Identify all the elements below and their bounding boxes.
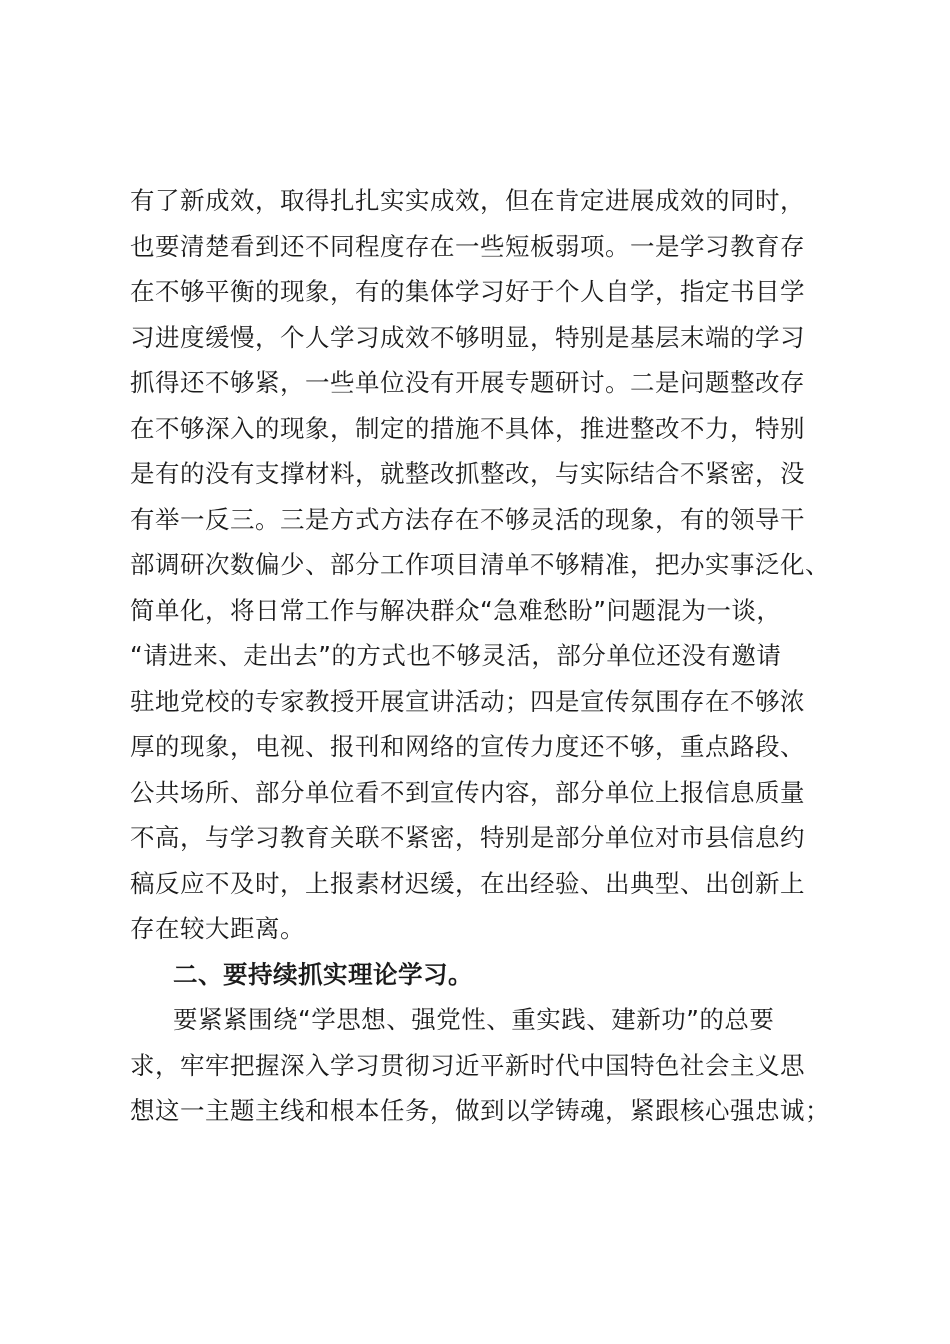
text-line: 是有的没有支撑材料，就整改抓整改，与实际结合不紧密，没 bbox=[130, 459, 805, 488]
text-line: 稿反应不及时，上报素材迟缓，在出经验、出典型、出创新上 bbox=[130, 868, 805, 898]
text-line: 公共场所、部分单位看不到宣传内容，部分单位上报信息质量 bbox=[130, 777, 805, 807]
text-line: 不高，与学习教育关联不紧密，特别是部分单位对市县信息约 bbox=[130, 823, 805, 852]
text-line: “请进来、走出去”的方式也不够灵活，部分单位还没有邀请 bbox=[130, 641, 782, 670]
text-line: 在不够深入的现象，制定的措施不具体，推进整改不力，特别 bbox=[130, 413, 805, 443]
text-line: 想这一主题主线和根本任务，做到以学铸魂，紧跟核心强忠诚； bbox=[130, 1096, 830, 1125]
text-line: 抓得还不够紧，一些单位没有开展专题研讨。二是问题整改存 bbox=[130, 368, 805, 397]
text-line: 存在较大距离。 bbox=[130, 914, 305, 943]
text-line: 驻地党校的专家教授开展宣讲活动；四是宣传氛围存在不够浓 bbox=[130, 686, 805, 716]
text-line: 厚的现象，电视、报刊和网络的宣传力度还不够，重点路段、 bbox=[130, 732, 805, 761]
section-heading: 二、要持续抓实理论学习。 bbox=[173, 959, 473, 989]
text-line: 求，牢牢把握深入学习贯彻习近平新时代中国特色社会主义思 bbox=[130, 1050, 805, 1080]
text-line: 要紧紧围绕“学思想、强党性、重实践、建新功”的总要 bbox=[173, 1005, 775, 1034]
text-line: 在不够平衡的现象，有的集体学习好于个人自学，指定书目学 bbox=[130, 277, 805, 306]
text-line: 有了新成效，取得扎扎实实成效，但在肯定进展成效的同时， bbox=[130, 186, 805, 215]
text-line: 习进度缓慢，个人学习成效不够明显，特别是基层末端的学习 bbox=[130, 322, 805, 352]
text-line: 有举一反三。三是方式方法存在不够灵活的现象，有的领导干 bbox=[130, 504, 805, 534]
text-line: 也要清楚看到还不同程度存在一些短板弱项。一是学习教育存 bbox=[130, 231, 805, 261]
text-line: 部调研次数偏少、部分工作项目清单不够精准，把办实事泛化、 bbox=[130, 550, 830, 579]
document-body bbox=[130, 178, 830, 1134]
text-line: 简单化，将日常工作与解决群众“急难愁盼”问题混为一谈， bbox=[130, 595, 782, 625]
